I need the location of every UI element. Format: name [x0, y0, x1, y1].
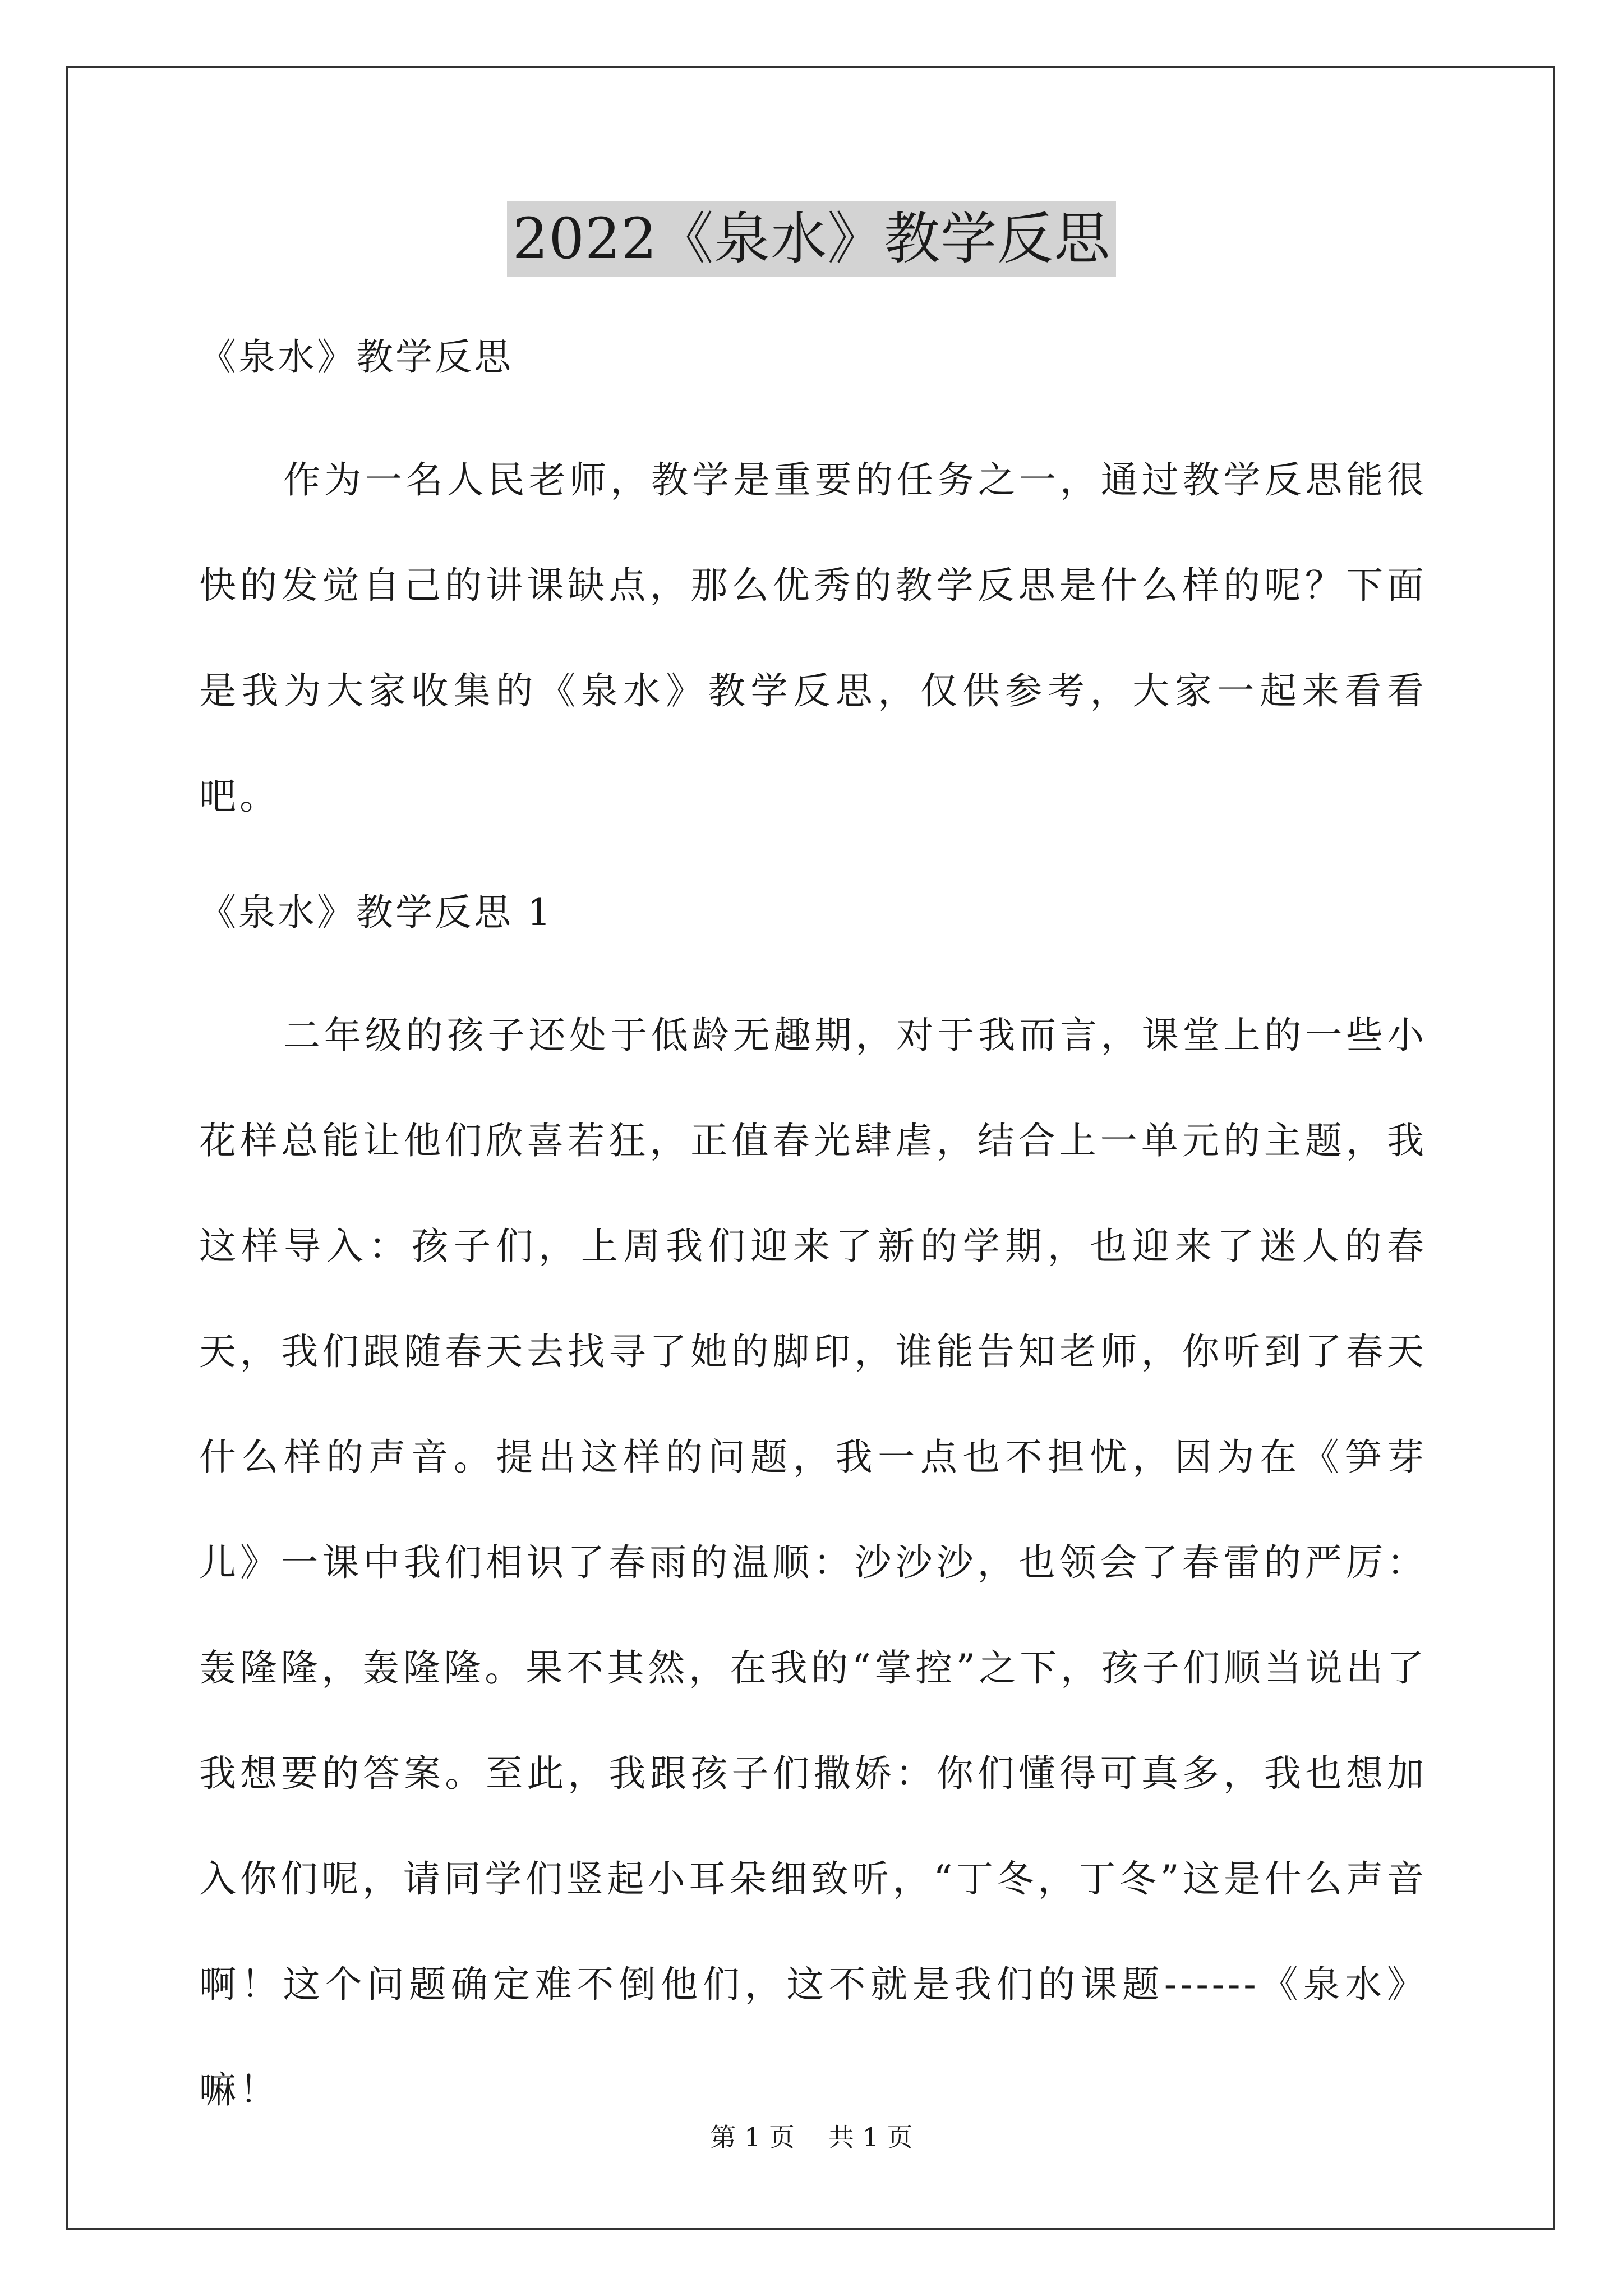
title-container	[0, 201, 1623, 277]
intro-paragraph: 作为一名人民老师，教学是重要的任务之一，通过教学反思能很快的发觉自己的讲课缺点，那么优秀的教学反思是什么样的呢？下面是我为大家收集的《泉水》教学反思，仅供参考，大家一起来看看吧。	[199, 458, 1427, 818]
document-title: 2022《泉水》教学反思	[507, 201, 1117, 277]
page-total: 共 1 页	[828, 2122, 913, 2152]
section-1-heading: 《泉水》教学反思 1	[199, 891, 553, 934]
document-subtitle: 《泉水》教学反思	[199, 335, 513, 379]
page-number: 第 1 页	[710, 2122, 795, 2152]
section-1-paragraph: 二年级的孩子还处于低龄无趣期，对于我而言，课堂上的一些小花样总能让他们欣喜若狂，正值春光肆虐，结合上一单元的主题，我这样导入：孩子们，上周我们迎来了新的学期，也迎来了迷人的春天，我们跟随春天去找寻了她的脚印，谁能告知老师，你听到了春天什么样的声音。提出这样的问题，我一点也不担忧，因为在《笋芽儿》一课中我们相识了春雨的温顺：沙沙沙，也领会了春雷的严厉：轰隆隆，轰隆隆。果不其然，在我的“掌控”之下，孩子们顺当说出了我想要的答案。至此，我跟孩子们撒娇：你们懂得可真多，我也想加入你们呢，请同学们竖起小耳朵细致听，“丁冬，丁冬”这是什么声音啊！这个问题确定难不倒他们，这不就是我们的课题------《泉水》嘛！	[199, 1014, 1427, 2111]
page-footer	[0, 2120, 1623, 2154]
